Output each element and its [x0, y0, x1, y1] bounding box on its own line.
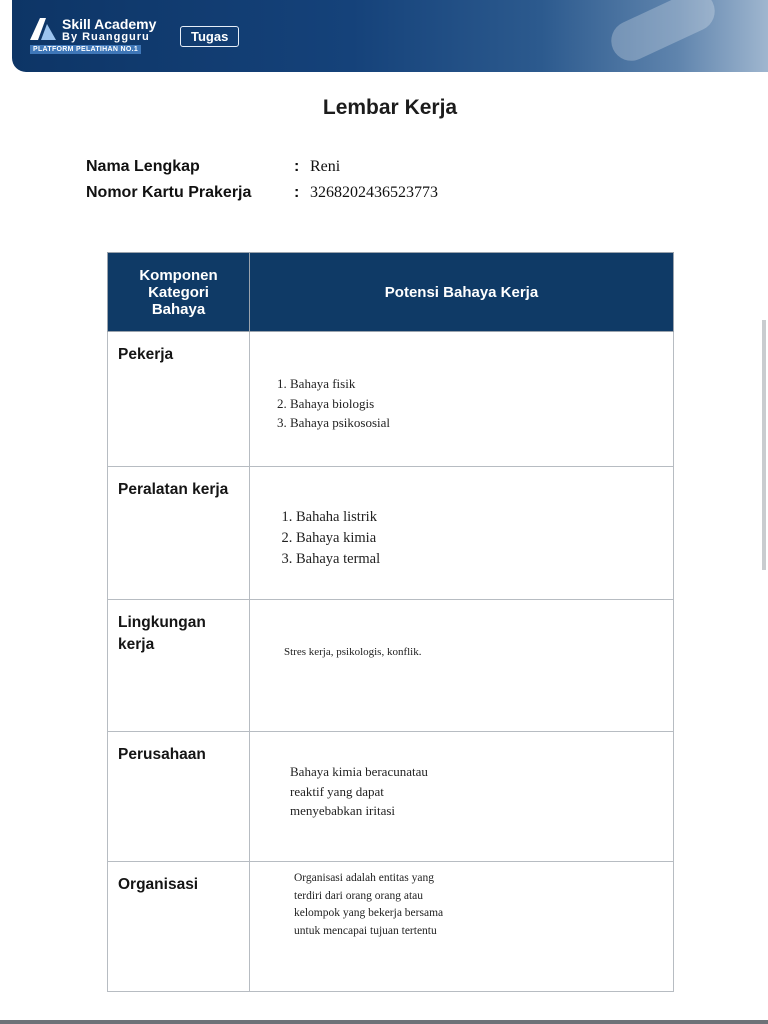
list-item: 3. Bahaya psikososial: [290, 413, 673, 433]
hazard-text: Organisasi adalah entitas yang terdiri dari orang orang atau kelompok yang bekerja bersama untuk mencapai tujuan tertentu: [294, 872, 444, 937]
list-item: 2. Bahaya kimia: [296, 528, 673, 549]
brand-tagline: PLATFORM PELATIHAN NO.1: [30, 45, 141, 54]
field-separator: :: [294, 184, 300, 201]
page-edge-shadow: [762, 320, 766, 570]
category-cell: Pekerja: [118, 346, 174, 363]
hazard-list: [250, 332, 673, 433]
category-cell: Peralatan kerja: [118, 481, 229, 498]
field-nomor-kartu: [86, 184, 438, 202]
tugas-tag: Tugas: [180, 26, 239, 47]
field-label: Nomor Kartu Prakerja: [86, 184, 252, 201]
field-value: Reni: [310, 158, 341, 175]
skill-academy-logo-icon: [30, 18, 56, 40]
hazard-text: Bahaya kimia beracunatau reaktif yang dapat menyebabkan iritasi: [290, 764, 428, 818]
column-header-potensi: Potensi Bahaya Kerja: [250, 253, 674, 332]
hazard-list: [250, 467, 673, 570]
category-cell: Organisasi: [118, 876, 199, 893]
field-label: Nama Lengkap: [86, 158, 200, 175]
list-item: 2. Bahaya biologis: [290, 394, 673, 414]
bottom-edge: [0, 1020, 768, 1024]
table-row: [108, 732, 674, 862]
hazard-table: [107, 252, 674, 992]
field-value: 3268202436523773: [310, 184, 438, 201]
list-item: 3. Bahaya termal: [296, 549, 673, 570]
field-separator: :: [294, 158, 300, 175]
hazard-text: Stres kerja, psikologis, konflik.: [284, 646, 422, 658]
field-nama-lengkap: [86, 158, 340, 176]
header-banner: [12, 0, 768, 72]
brand-name: Skill Academy: [62, 16, 157, 32]
table-row: [108, 600, 674, 732]
table-row: [108, 862, 674, 992]
category-cell: Lingkungan kerja: [118, 614, 206, 653]
list-item: 1. Bahaha listrik: [296, 507, 673, 528]
category-cell: Perusahaan: [118, 746, 206, 763]
table-header-row: [108, 253, 674, 332]
column-header-category: Komponen Kategori Bahaya: [108, 253, 250, 332]
pen-decoration: [605, 0, 722, 67]
table-row: [108, 332, 674, 467]
table-row: [108, 467, 674, 600]
list-item: 1. Bahaya fisik: [290, 374, 673, 394]
brand-byline: By Ruangguru: [62, 31, 150, 43]
page-title: Lembar Kerja: [322, 96, 458, 119]
